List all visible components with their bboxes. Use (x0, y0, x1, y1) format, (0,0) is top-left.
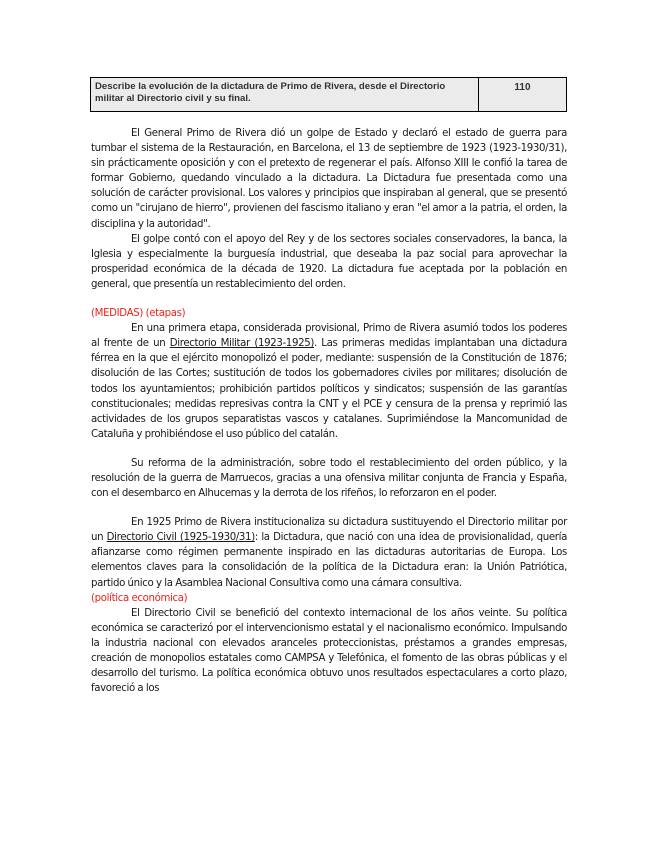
heading-medidas: (MEDIDAS) (etapas) (91, 308, 186, 320)
paragraph-economic-policy: El Directorio Civil se benefició del contexto internacional de los años veinte. Su política económica se caracterizó por el intervencionismo estatal y el nacionalismo económico. Impulsando la industria nacional con elevados aranceles proteccionistas, préstamos a grandes empresas, creación de monopolios estatales como CAMPSA y Telefónica, el fomento de las obras públicas y el desarrollo del turismo. La política económica obtuvo unos resultados espectaculares a corto plazo, favoreció a los (91, 607, 567, 695)
paragraph-support: El golpe contó con el apoyo del Rey y de los sectores sociales conservadores, la banca, la Iglesia y especialmente la burguesía industrial, que deseaba la paz social para aprovechar la prosperidad económica de la década de 1920. La dictadura fue aceptada por la población en general, que presentía un restablecimiento del orden. (91, 233, 567, 290)
question-table (90, 77, 567, 112)
text-fragment: . Las primeras medidas implantaban una dictadura férrea en la que el ejército monopolizó el poder, mediante: suspensión de la Constitución de 1876; disolución de las Cortes; sustitución de todos los gobernadores civiles por militares; disolución de todos los ayuntamientos; prohibición partidos políticos y sindicatos; suspensión de las garantías constitucionales; medidas represivas contra la CNT y el PCE y censura de la prensa y reprimió las actividades de los grupos separatistas vascos y catalanes. Suprimiéndose la Mancomunidad de Cataluña y prohibiéndose el uso público del catalán. (91, 338, 567, 440)
directorio-militar-term: Directorio Militar (1923-1925) (169, 338, 314, 350)
directorio-civil-term: Directorio Civil (1925-1930/31) (106, 532, 255, 544)
text-fragment: : la Dictadura, que nació con una idea de provisionalidad, quería afianzarse como régimen permanente inspirado en las dictaduras autoritarias de Europa. Los elementos claves para la consolidación de la política de la Dictadura eran: la Unión Patriótica, partido único y la Asamblea Nacional Consultiva como una cámara consultiva. (91, 532, 567, 589)
text-fragment: En 1925 Primo de Rivera institucionaliza su dictadura sustituyendo el Directorio militar por un (91, 517, 567, 544)
heading-politica-economica: (política económica) (91, 592, 188, 604)
question-score: 110 (514, 82, 531, 93)
paragraph-directorio-militar (91, 321, 567, 442)
paragraph-coup: El General Primo de Rivera dió un golpe de Estado y declaró el estado de guerra para tumbar el sistema de la Restauración, en Barcelona, el 13 de septiembre de 1923 (1923-1930/31), sin prácticamente oposición y con el pretexto de regenerar el país. Alfonso XIII le confió la tarea de formar Gobierno, quedando vinculado a la dictadura. La Dictadura fue presentada como una solución de carácter provisional. Los valores y principios que inspiraban al general, que se presentó como un "cirujano de hierro", provienen del fascismo italiano y eran "el amor a la patria, el orden, la disciplina y la autoridad". (91, 128, 567, 230)
paragraph-reform: Su reforma de la administración, sobre todo el restablecimiento del orden público, y la resolución de la guerra de Marruecos, gracias a una ofensiva militar conjunta de Francia y España, con el desembarco en Alhucemas y la derrota de los rifeños, lo reforzaron en el poder. (91, 457, 567, 500)
text-fragment: En una primera etapa, considerada provisional, Primo de Rivera asumió todos los poderes al frente de un (91, 323, 567, 350)
question-text: Describe la evolución de la dictadura de Primo de Rivera, desde el Directorio militar al Directorio civil y su final. (91, 78, 479, 111)
document-body (91, 126, 567, 696)
paragraph-directorio-civil (91, 515, 567, 590)
